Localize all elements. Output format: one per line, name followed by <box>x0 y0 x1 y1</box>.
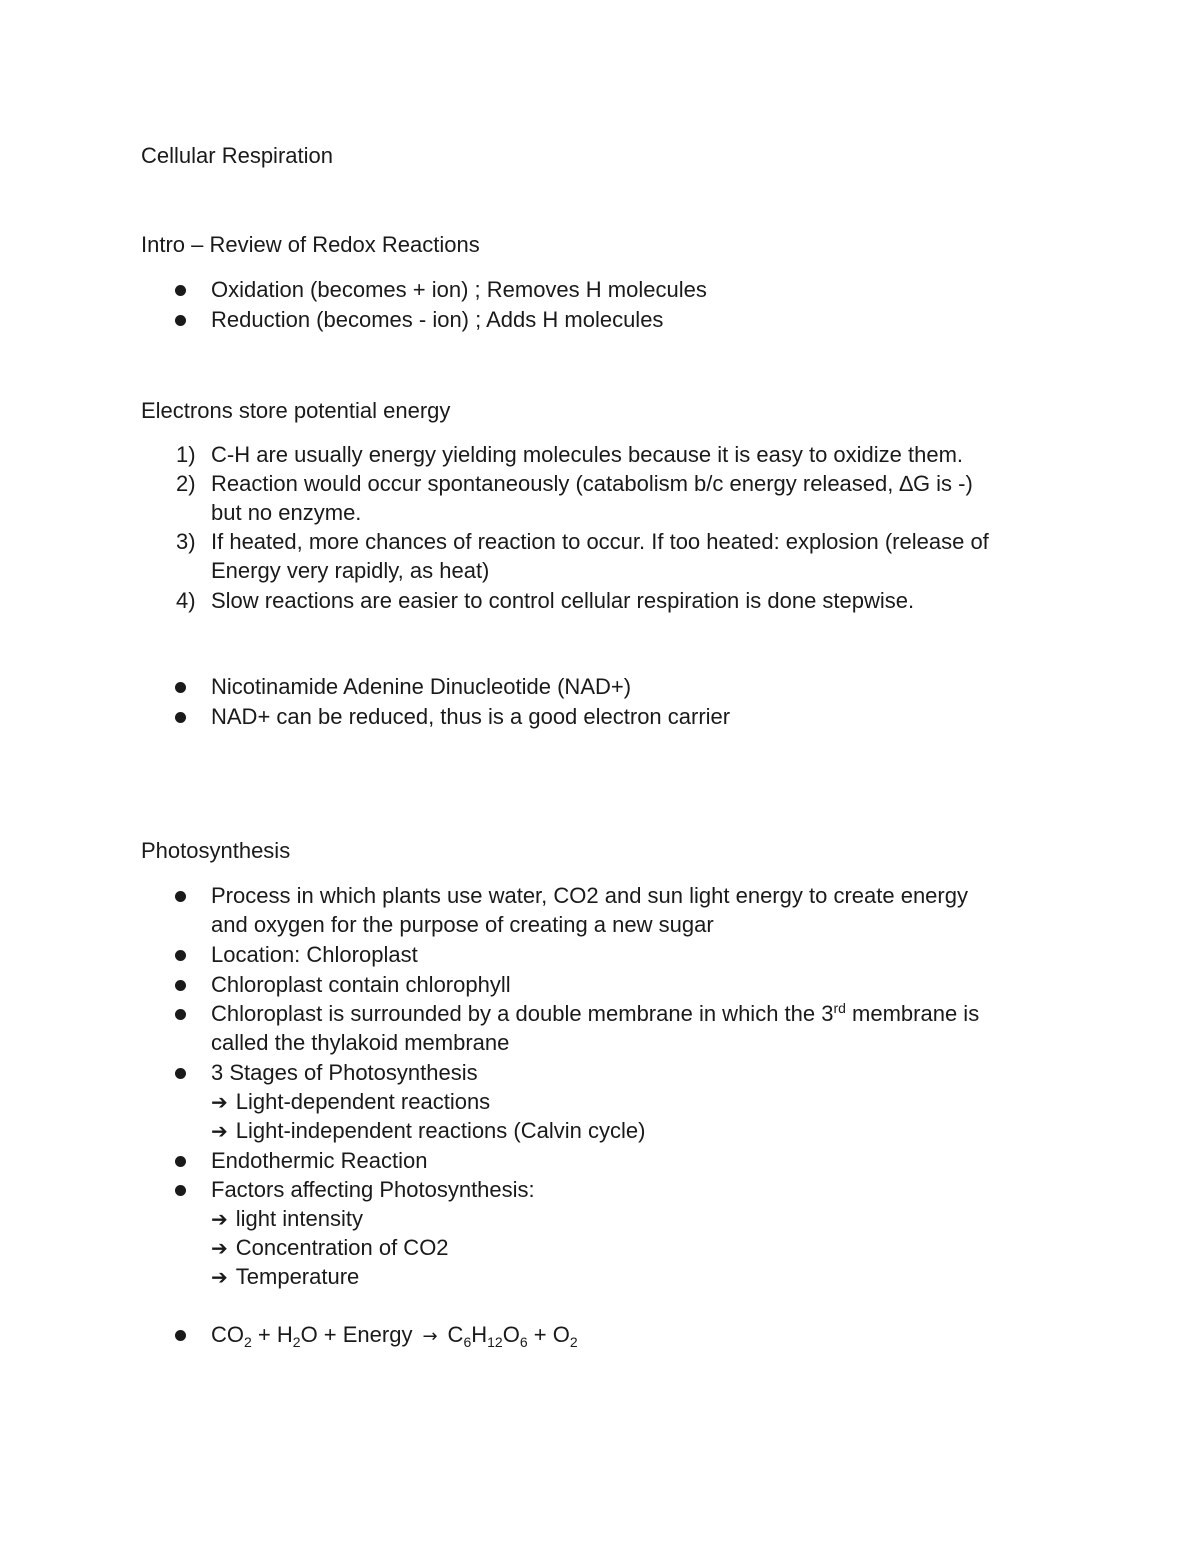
bullet-icon <box>175 980 186 991</box>
factor-label: Concentration of CO2 <box>235 1235 449 1260</box>
arrow-right-icon: ➔ <box>211 1119 228 1143</box>
factor-co2 <box>211 1234 449 1262</box>
document-title: Cellular Respiration <box>141 143 333 168</box>
stage-label: Light-dependent reactions <box>235 1089 491 1114</box>
numbered-item-1: C-H are usually energy yielding molecules because it is easy to oxidize them. <box>211 442 964 467</box>
stage-light-independent <box>211 1117 645 1145</box>
list-number: 3) <box>176 529 196 554</box>
list-number: 1) <box>176 442 196 467</box>
bullet-icon <box>175 1156 186 1167</box>
membrane-text-post: membrane is <box>845 1001 980 1026</box>
photo-bullet-membrane-line-1 <box>211 1000 979 1028</box>
eq-sub: 6 <box>463 1334 472 1350</box>
arrow-right-icon: ➔ <box>211 1236 228 1260</box>
arrow-right-icon: ➔ <box>211 1265 228 1289</box>
factor-label: light intensity <box>235 1206 363 1231</box>
eq-o-energy: O + Energy <box>300 1322 413 1347</box>
stage-light-dependent <box>211 1088 490 1116</box>
bullet-icon <box>175 315 186 326</box>
numbered-item-3-line-1: If heated, more chances of reaction to occur. If too heated: explosion (release of <box>211 529 989 554</box>
eq-c: C <box>447 1322 464 1347</box>
stage-label: Light-independent reactions (Calvin cycle) <box>235 1118 646 1143</box>
intro-bullet-reduction: Reduction (becomes - ion) ; Adds H molecules <box>211 307 664 332</box>
numbered-item-3-line-2: Energy very rapidly, as heat) <box>211 558 490 583</box>
membrane-superscript: rd <box>833 1000 846 1016</box>
photo-bullet-process-line-2: and oxygen for the purpose of creating a new sugar <box>211 912 714 937</box>
membrane-text-pre: Chloroplast is surrounded by a double membrane in which the 3 <box>211 1001 834 1026</box>
photosynthesis-equation <box>211 1321 578 1351</box>
bullet-icon <box>175 1330 186 1341</box>
eq-h: H <box>471 1322 488 1347</box>
bullet-icon <box>175 1185 186 1196</box>
eq-o: O <box>502 1322 520 1347</box>
factor-temperature <box>211 1263 359 1291</box>
eq-plus-o: + O <box>527 1322 570 1347</box>
photo-bullet-membrane-line-2: called the thylakoid membrane <box>211 1030 510 1055</box>
bullet-icon <box>175 950 186 961</box>
photo-bullet-factors: Factors affecting Photosynthesis: <box>211 1177 535 1202</box>
bullet-icon <box>175 1068 186 1079</box>
electrons-heading: Electrons store potential energy <box>141 398 451 423</box>
factor-label: Temperature <box>235 1264 360 1289</box>
eq-co: CO <box>211 1322 244 1347</box>
eq-plus-h: + H <box>251 1322 293 1347</box>
bullet-icon <box>175 891 186 902</box>
list-number: 4) <box>176 588 196 613</box>
nad-bullet-1: Nicotinamide Adenine Dinucleotide (NAD+) <box>211 674 632 699</box>
eq-sub: 6 <box>519 1334 528 1350</box>
numbered-item-2-line-2: but no enzyme. <box>211 500 362 525</box>
numbered-item-4: Slow reactions are easier to control cellular respiration is done stepwise. <box>211 588 915 613</box>
eq-sub: 2 <box>292 1334 301 1350</box>
bullet-icon <box>175 285 186 296</box>
arrow-right-icon: ➔ <box>211 1090 228 1114</box>
eq-sub: 2 <box>569 1334 578 1350</box>
nad-bullet-2: NAD+ can be reduced, thus is a good electron carrier <box>211 704 731 729</box>
eq-sub: 2 <box>244 1334 252 1350</box>
photo-bullet-process-line-1: Process in which plants use water, CO2 and sun light energy to create energy <box>211 883 968 908</box>
photo-bullet-chlorophyll: Chloroplast contain chlorophyll <box>211 972 511 997</box>
eq-arrow-icon: → <box>422 1326 438 1347</box>
bullet-icon <box>175 1009 186 1020</box>
numbered-item-2-line-1: Reaction would occur spontaneously (catabolism b/c energy released, ∆G is -) <box>211 471 973 496</box>
factor-light-intensity <box>211 1205 363 1233</box>
arrow-right-icon: ➔ <box>211 1207 228 1231</box>
photo-bullet-location: Location: Chloroplast <box>211 942 418 967</box>
photo-bullet-stages: 3 Stages of Photosynthesis <box>211 1060 478 1085</box>
photosynthesis-heading: Photosynthesis <box>141 838 291 863</box>
intro-bullet-oxidation: Oxidation (becomes + ion) ; Removes H molecules <box>211 277 707 302</box>
bullet-icon <box>175 712 186 723</box>
list-number: 2) <box>176 471 196 496</box>
eq-sub: 12 <box>487 1334 503 1350</box>
photo-bullet-endothermic: Endothermic Reaction <box>211 1148 428 1173</box>
bullet-icon <box>175 682 186 693</box>
intro-heading: Intro – Review of Redox Reactions <box>141 232 480 257</box>
